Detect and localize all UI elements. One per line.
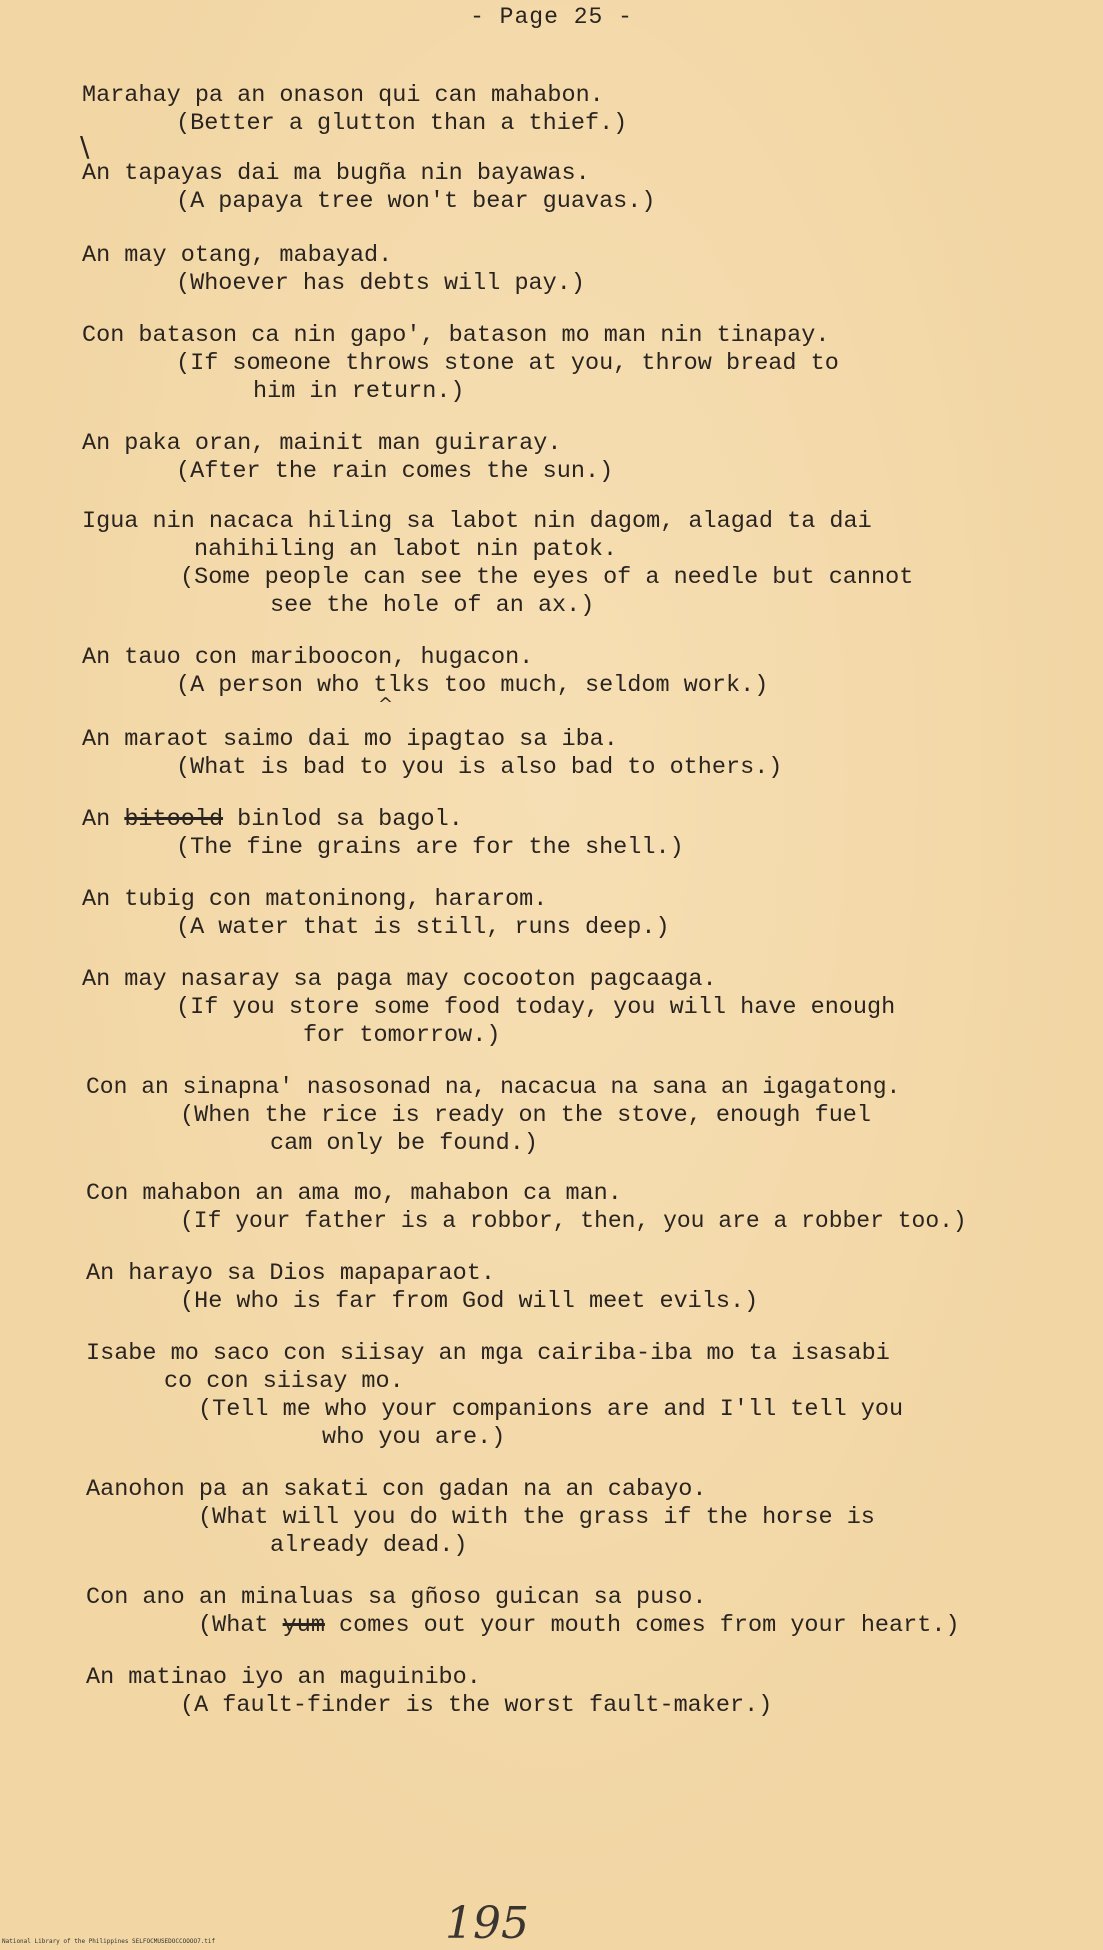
proverb-translation: see the hole of an ax.) <box>270 592 595 619</box>
proverb-text: An maraot saimo dai mo ipagtao sa iba. <box>82 726 618 753</box>
proverb-translation: cam only be found.) <box>270 1130 538 1157</box>
proverb-translation: (What is bad to you is also bad to others.) <box>176 754 783 781</box>
proverb-text: An matinao iyo an maguinibo. <box>86 1664 481 1691</box>
proverb-text: co con siisay mo. <box>164 1368 404 1395</box>
proverb-text: nahihiling an labot nin patok. <box>194 536 618 563</box>
proverb-translation: already dead.) <box>270 1532 468 1559</box>
proverb-translation: for tomorrow.) <box>303 1022 501 1049</box>
proverb-translation: (What will you do with the grass if the horse is <box>198 1504 875 1531</box>
proverb-translation: (The fine grains are for the shell.) <box>176 834 684 861</box>
proverb-text: Con mahabon an ama mo, mahabon ca man. <box>86 1180 622 1207</box>
proverb-text: An tubig con matoninong, hararom. <box>82 886 548 913</box>
proverb-translation: (A person who tlks too much, seldom work.) <box>176 672 769 699</box>
proverb-text: Con an sinapna' nasosonad na, nacacua na sana an igagatong. <box>86 1074 901 1100</box>
proverb-text: Isabe mo saco con siisay an mga cairiba-iba mo ta isasabi <box>86 1340 890 1367</box>
proverb-text: Con batason ca nin gapo', batason mo man nin tinapay. <box>82 322 830 349</box>
proverb-text: Marahay pa an onason qui can mahabon. <box>82 82 604 109</box>
proverb-text: Aanohon pa an sakati con gadan na an cabayo. <box>86 1476 707 1503</box>
proverb-translation: (A papaya tree won't bear guavas.) <box>176 188 656 215</box>
proverb-text: An may otang, mabayad. <box>82 242 393 269</box>
proverb-text: An tapayas dai ma bugña nin bayawas. <box>82 160 590 187</box>
proverb-translation <box>198 1612 960 1639</box>
proverb-text: An harayo sa Dios mapaparaot. <box>86 1260 495 1287</box>
insertion-caret: ^ <box>378 694 394 715</box>
proverb-translation: (Whoever has debts will pay.) <box>176 270 585 297</box>
proverb-text: Igua nin nacaca hiling sa labot nin dagom, alagad ta dai <box>82 508 872 535</box>
proverb-translation: (Tell me who your companions are and I'll tell you <box>198 1396 904 1423</box>
proverb-text-end: binlod sa bagol. <box>237 806 463 833</box>
proverb-translation: (After the rain comes the sun.) <box>176 458 614 485</box>
proverb-translation-end: comes out your mouth comes from your heart.) <box>339 1612 960 1639</box>
proverb-text: Con ano an minaluas sa gñoso guican sa puso. <box>86 1584 707 1611</box>
proverb-translation: (Better a glutton than a thief.) <box>176 110 628 137</box>
margin-mark: \ <box>80 130 90 163</box>
page-header: - Page 25 - <box>470 4 633 30</box>
proverb-translation: (If your father is a robbor, then, you are a robber too.) <box>180 1208 967 1234</box>
proverb-translation: (He who is far from God will meet evils.) <box>180 1288 759 1315</box>
proverb-text: An tauo con mariboocon, hugacon. <box>82 644 534 671</box>
proverb-translation: (If you store some food today, you will have enough <box>176 994 896 1021</box>
struck-out-word: bitoold <box>124 806 224 833</box>
proverb-text: An paka oran, mainit man guiraray. <box>82 430 562 457</box>
proverb-translation: who you are.) <box>322 1424 506 1451</box>
proverb-translation: him in return.) <box>253 378 465 405</box>
proverb-text-start: An <box>82 806 111 833</box>
proverb-text <box>82 806 463 833</box>
archive-footer: National Library of the Philippines SELFOCMUSEDOCCOOOO7.tif <box>2 1938 216 1945</box>
proverb-translation: (A fault-finder is the worst fault-maker.) <box>180 1692 773 1719</box>
proverb-translation: (When the rice is ready on the stove, enough fuel <box>180 1102 872 1129</box>
struck-out-word: yum <box>282 1612 325 1639</box>
proverb-translation: (If someone throws stone at you, throw bread to <box>176 350 839 377</box>
proverb-translation: (Some people can see the eyes of a needle but cannot <box>180 564 914 591</box>
proverb-translation-start: (What <box>198 1612 269 1639</box>
proverb-text: An may nasaray sa paga may cocooton pagcaaga. <box>82 966 717 993</box>
proverb-translation: (A water that is still, runs deep.) <box>176 914 670 941</box>
handwritten-page-number: 195 <box>445 1898 529 1949</box>
